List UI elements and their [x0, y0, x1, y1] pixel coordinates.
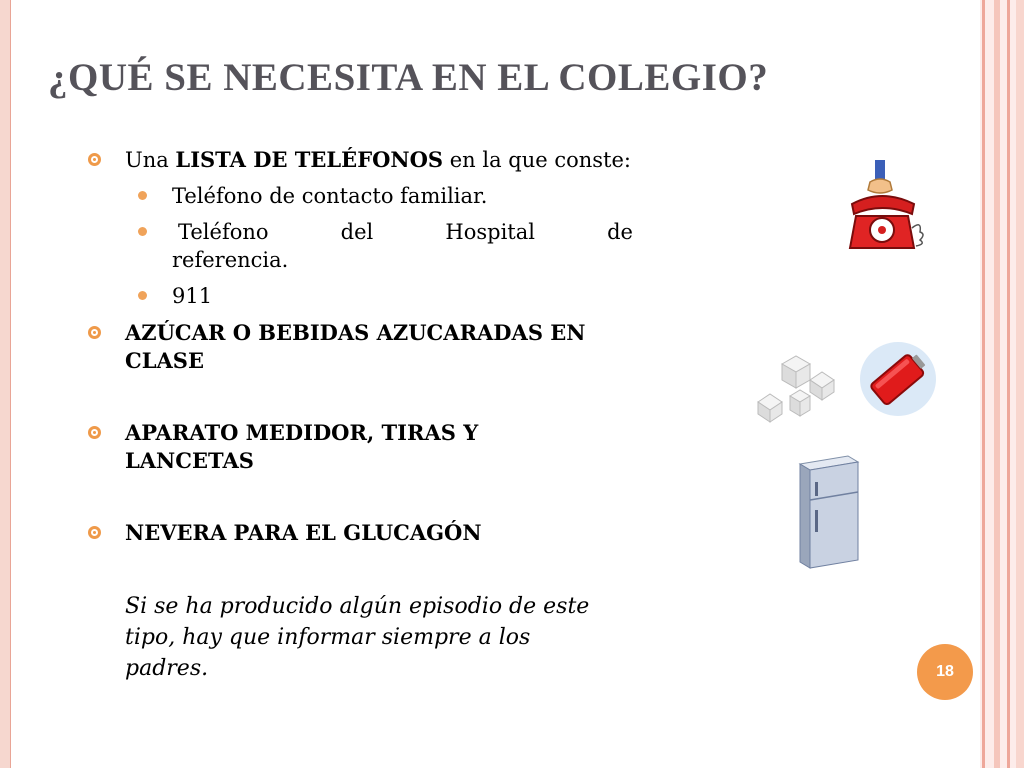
closing-note: Si se ha producido algún episodio de este tipo, hay que informar siempre a los padres.	[125, 594, 590, 681]
sub-bullet-icon	[138, 227, 147, 236]
refrigerator-icon	[792, 454, 862, 572]
list-item-phone-list: Una LISTA DE TELÉFONOS en la que conste:	[88, 146, 633, 174]
sub-item-hospital-phone: Teléfono del Hospital de referencia.	[88, 218, 633, 274]
slide-content	[88, 146, 633, 684]
bullet-icon	[88, 426, 101, 439]
telephone-icon	[842, 158, 930, 252]
sub-item-emergency: 911	[88, 282, 633, 310]
page-number-badge: 18	[917, 644, 973, 700]
list-item-meter: APARATO MEDIDOR, TIRAS Y LANCETAS	[88, 419, 555, 475]
list-item-fridge: NEVERA PARA EL GLUCAGÓN	[88, 519, 633, 547]
battery-icon	[858, 340, 938, 418]
item-bold-text: LISTA DE TELÉFONOS	[175, 147, 444, 172]
sub-bullet-icon	[138, 191, 147, 200]
right-frame-border	[980, 0, 1024, 768]
bullet-icon	[88, 526, 101, 539]
sub-item-family-phone: Teléfono de contacto familiar.	[88, 182, 633, 210]
slide-title: ¿QUÉ SE NECESITA EN EL COLEGIO?	[48, 56, 769, 99]
bullet-icon	[88, 326, 101, 339]
bullet-icon	[88, 153, 101, 166]
list-item-sugar: AZÚCAR O BEBIDAS AZUCARADAS EN CLASE	[88, 319, 625, 375]
sugar-cubes-icon	[752, 350, 842, 426]
left-frame-border	[0, 0, 11, 768]
sub-bullet-icon	[138, 291, 147, 300]
